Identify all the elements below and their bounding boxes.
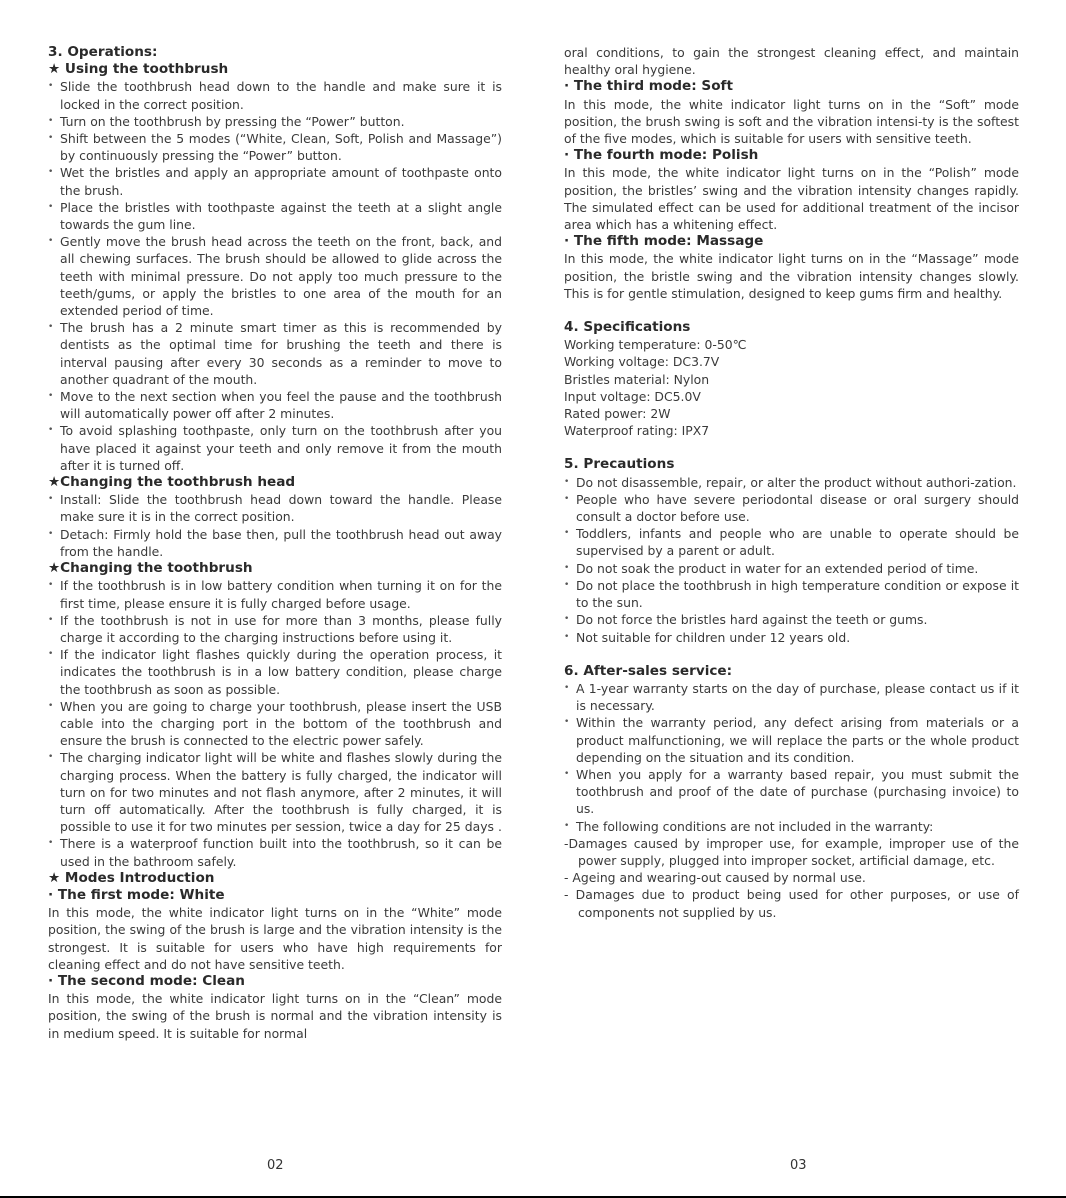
spec-line: Working voltage: DC3.7V — [564, 354, 720, 370]
charging-item: • If the toothbrush is not in use for more than 3 months, please fully charge it according to the charging instructions before using it. — [48, 612, 502, 646]
after-sales-item: • Within the warranty period, any defect arising from materials or a product malfunctioning, we will replace the parts or the whole product depending on the situation and its condition. — [564, 714, 1019, 766]
after-sales-item: • The following conditions are not included in the warranty: — [564, 818, 1019, 835]
precaution-item: • Do not disassemble, repair, or alter the product without authori-zation. — [564, 474, 1019, 491]
head-item: • Install: Slide the toothbrush head down toward the handle. Please make sure it is in the correct position. — [48, 491, 502, 525]
precautions-heading: 5. Precautions — [564, 456, 675, 473]
charging-item: • When you are going to charge your toothbrush, please insert the USB cable into the charging port in the bottom of the toothbrush and ensure the brush is connected to the electric power safely. — [48, 698, 502, 750]
section-gap — [564, 439, 1019, 456]
head-item: • Detach: Firmly hold the base then, pull the toothbrush head out away from the handle. — [48, 526, 502, 560]
using-item: • To avoid splashing toothpaste, only turn on the toothbrush after you have placed it against your teeth and only remove it from the mouth after it is turned off. — [48, 422, 502, 474]
spec-line: Waterproof rating: IPX7 — [564, 423, 710, 439]
spec-line: Bristles material: Nylon — [564, 371, 710, 387]
third-mode-heading: · The third mode: Soft — [564, 78, 733, 95]
spec-line: Working temperature: 0-50℃ — [564, 337, 747, 353]
damage-item: - Damages due to product being used for other purposes, or use of components not supplied by us. — [564, 887, 1019, 920]
modes-heading: ★ Modes Introduction — [48, 869, 215, 886]
second-mode-heading: · The second mode: Clean — [48, 972, 245, 989]
page-number-right: 03 — [790, 1158, 807, 1173]
spec-line: Rated power: 2W — [564, 406, 671, 422]
using-item: • Slide the toothbrush head down to the handle and make sure it is locked in the correct position. — [48, 78, 502, 112]
precaution-item: • Do not soak the product in water for an extended period of time. — [564, 560, 1019, 577]
using-item: • The brush has a 2 minute smart timer as this is recommended by dentists as the optimal time for brushing the teeth and there is interval pausing after every 30 seconds as a reminder to move to another quadrant of the mouth. — [48, 319, 502, 388]
charging-item: • The charging indicator light will be white and flashes slowly during the charging process. When the battery is fully charged, the indicator will turn on for two minutes and not flash anymore, after 2 minutes, it will turn off automatically. After the toothbrush is fully charged, it is possible to use it for two minutes per session, twice a day for 25 days . — [48, 749, 502, 835]
first-mode-heading: · The first mode: White — [48, 886, 225, 903]
precaution-item: • Do not force the bristles hard against the teeth or gums. — [564, 611, 1019, 628]
using-item: • Place the bristles with toothpaste against the teeth at a slight angle towards the gum line. — [48, 199, 502, 233]
section-gap — [564, 302, 1019, 319]
charging-heading: ★Changing the toothbrush — [48, 560, 253, 577]
after-sales-item: • A 1-year warranty starts on the day of purchase, please contact us if it is necessary. — [564, 680, 1019, 714]
using-item: • Gently move the brush head across the teeth on the front, back, and all chewing surfaces. The brush should be allowed to glide across the teeth with minimal pressure. Do not apply too much pressure to the teeth/gums, or apply the bristles to one area of the mouth for an extended period of time. — [48, 233, 502, 319]
damage-item: - Ageing and wearing-out caused by normal use. — [564, 870, 866, 886]
fourth-mode-heading: · The fourth mode: Polish — [564, 147, 759, 164]
after-sales-item: • When you apply for a warranty based repair, you must submit the toothbrush and proof of the date of purchase (purchasing invoice) to us. — [564, 766, 1019, 818]
using-item: • Wet the bristles and apply an appropriate amount of toothpaste onto the brush. — [48, 164, 502, 198]
precaution-item: • Toddlers, infants and people who are unable to operate should be supervised by a parent or adult. — [564, 525, 1019, 559]
third-mode-text: In this mode, the white indicator light turns on in the “Soft” mode position, the brush swing is soft and the vibration intensi-ty is the softest of the five modes, which is suitable for users with sensitive teeth. — [564, 96, 1019, 147]
charging-item: • If the indicator light flashes quickly during the operation process, it indicates the toothbrush is in a low battery condition, please charge the toothbrush as soon as possible. — [48, 646, 502, 698]
fifth-mode-text: In this mode, the white indicator light turns on in the “Massage” mode position, the bristle swing and the vibration intensity changes slowly. This is for gentle stimulation, designed to keep gums firm and healthy. — [564, 251, 1019, 301]
page-number-left: 02 — [267, 1158, 284, 1173]
charging-item: • There is a waterproof function built into the toothbrush, so it can be used in the bathroom safely. — [48, 835, 502, 869]
spec-line: Input voltage: DC5.0V — [564, 388, 701, 404]
using-item: • Move to the next section when you feel the pause and the toothbrush will automatically power off after 2 minutes. — [48, 388, 502, 422]
using-item: • Shift between the 5 modes (“White, Clean, Soft, Polish and Massage”) by continuously pressing the “Power” button. — [48, 130, 502, 164]
using-toothbrush-heading: ★ Using the toothbrush — [48, 61, 229, 78]
after-sales-heading: 6. After-sales service: — [564, 662, 733, 679]
changing-head-heading: ★Changing the toothbrush head — [48, 474, 296, 491]
specifications-heading: 4. Specifications — [564, 319, 691, 336]
charging-item: • If the toothbrush is in low battery condition when turning it on for the first time, please ensure it is fully charged before usage. — [48, 577, 502, 611]
fifth-mode-heading: · The fifth mode: Massage — [564, 233, 764, 250]
first-mode-text: In this mode, the white indicator light turns on in the “White” mode position, the swing of the brush is large and the vibration intensity is the strongest. It is suitable for users who have high requirements for cleaning effect and do not have sensitive teeth. — [48, 905, 502, 972]
section-gap — [564, 646, 1019, 663]
precaution-item: • People who have severe periodontal disease or oral surgery should consult a doctor before use. — [564, 491, 1019, 525]
precaution-item: • Do not place the toothbrush in high temperature condition or expose it to the sun. — [564, 577, 1019, 611]
fourth-mode-text: In this mode, the white indicator light turns on in the “Polish” mode position, the bristles’ swing and the vibration intensity changes rapidly. The simulated effect can be used for additional treatment of the incisor area which has a whitening effect. — [564, 165, 1019, 233]
second-mode-text: In this mode, the white indicator light turns on in the “Clean” mode position, the swing of the brush is normal and the vibration intensity is in medium speed. It is suitable for normal — [48, 991, 502, 1041]
right-page-column — [564, 44, 1019, 921]
precaution-item: • Not suitable for children under 12 years old. — [564, 629, 1019, 646]
left-page-column — [48, 44, 502, 1042]
damage-item: -Damages caused by improper use, for example, improper use of the power supply, plugged into improper socket, artificial damage, etc. — [564, 835, 1019, 868]
operations-heading: 3. Operations: — [48, 44, 158, 60]
using-item: • Turn on the toothbrush by pressing the “Power” button. — [48, 113, 502, 130]
continued-text: oral conditions, to gain the strongest cleaning effect, and maintain healthy oral hygiene. — [564, 45, 1019, 78]
